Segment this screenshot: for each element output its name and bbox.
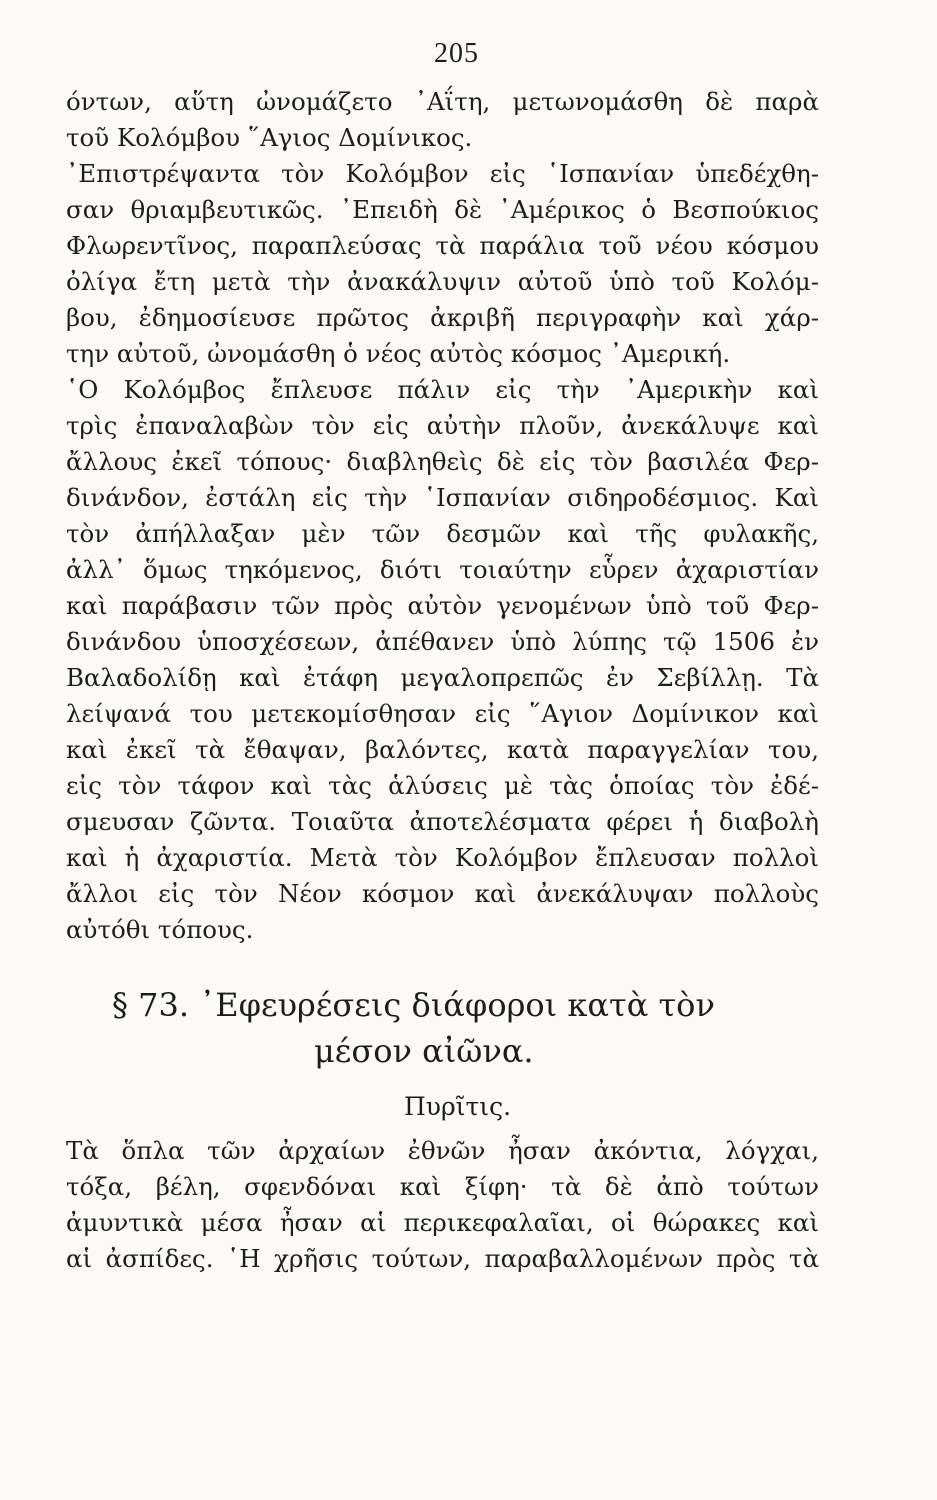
text-line: τρὶς ἐπαναλαβὼν τὸν εἰς αὐτὴν πλοῦν, ἀνεκάλυψε καὶ: [66, 411, 819, 440]
text-line: ἄλλοι εἰς τὸν Νέον κόσμον καὶ ἀνεκάλυψαν πολλοὺς: [66, 879, 819, 908]
text-line: όντων, αὕτη ὠνομάζετο ᾿Αΐτη, μετωνομάσθη δὲ παρὰ: [66, 87, 819, 116]
text-line: τόξα, βέλη, σφενδόναι καὶ ξίφη· τὰ δὲ ἀπὸ τούτων: [66, 1172, 819, 1201]
text-line: ῾Ο Κολόμβος ἔπλευσε πάλιν εἰς τὴν ᾿Αμερικὴν καὶ: [66, 375, 819, 404]
text-line: την αὐτοῦ, ὠνομάσθη ὁ νέος αὐτὸς κόσμος ᾿Αμερική.: [66, 339, 731, 368]
section-heading: [66, 982, 819, 1074]
body-paragraph-2: [66, 1132, 819, 1276]
section-heading-line: μέσον αἰῶνα.: [314, 1032, 534, 1070]
text-line: καὶ ἐκεῖ τὰ ἔθαψαν, βαλόντες, κατὰ παραγγελίαν του,: [66, 735, 819, 764]
text-line: ἀλλ᾿ ὅμως τηκόμενος, διότι τοιαύτην εὗρεν ἀχαριστίαν: [66, 555, 819, 584]
text-line: σαν θριαμβευτικῶς. ᾿Επειδὴ δὲ ᾿Αμέρικος ὁ Βεσπούκιος: [66, 195, 819, 224]
text-line: Φλωρεντῖνος, παραπλεύσας τὰ παράλια τοῦ νέου κόσμου: [66, 231, 819, 260]
section-heading-line: § 73. ᾿Εφευρέσεις διάφοροι κατὰ τὸν: [112, 986, 715, 1024]
text-line: ὀλίγα ἔτη μετὰ τὴν ἀνακάλυψιν αὐτοῦ ὑπὸ τοῦ Κολόμ-: [66, 267, 819, 296]
text-line: ἄλλους ἐκεῖ τόπους· διαβληθεὶς δὲ εἰς τὸν βασιλέα Φερ-: [66, 447, 819, 476]
text-line: καὶ παράβασιν τῶν πρὸς αὐτὸν γενομένων ὑπὸ τοῦ Φερ-: [66, 591, 819, 620]
text-line: βου, ἐδημοσίευσε πρῶτος ἀκριβῆ περιγραφὴν καὶ χάρ-: [66, 303, 819, 332]
text-line: αὐτόθι τόπους.: [66, 915, 254, 944]
body-paragraphs: [66, 84, 819, 948]
text-line: Βαλαδολίδῃ καὶ ἐτάφη μεγαλοπρεπῶς ἐν Σεβίλλῃ. Τὰ: [66, 663, 819, 692]
sub-heading: Πυρῖτις.: [403, 1092, 512, 1121]
text-line: εἰς τὸν τάφον καὶ τὰς ἁλύσεις μὲ τὰς ὁποίας τὸν ἐδέ-: [66, 771, 819, 800]
text-line: καὶ ἡ ἀχαριστία. Μετὰ τὸν Κολόμβον ἔπλευσαν πολλοὶ: [66, 843, 819, 872]
text-line: Τὰ ὅπλα τῶν ἀρχαίων ἐθνῶν ἦσαν ἀκόντια, λόγχαι,: [66, 1136, 819, 1165]
text-line: τοῦ Κολόμβου ῞Αγιος Δομίνικος.: [66, 123, 473, 152]
text-line: ἀμυντικὰ μέσα ἦσαν αἱ περικεφαλαῖαι, οἱ θώρακες καὶ: [66, 1208, 819, 1237]
page-number: 205: [434, 38, 479, 69]
text-line: δινάνδον, ἐστάλη εἰς τὴν ῾Ισπανίαν σιδηροδέσμιος. Καὶ: [66, 483, 819, 512]
text-line: δινάνδου ὑποσχέσεων, ἀπέθανεν ὑπὸ λύπης τῷ 1506 ἐν: [66, 627, 819, 656]
text-line: λείψανά του μετεκομίσθησαν εἰς ῞Αγιον Δομίνικον καὶ: [66, 699, 819, 728]
text-line: τὸν ἀπήλλαξαν μὲν τῶν δεσμῶν καὶ τῆς φυλακῆς,: [66, 519, 819, 548]
text-line: σμευσαν ζῶντα. Τοιαῦτα ἀποτελέσματα φέρει ἡ διαβολὴ: [66, 807, 819, 836]
text-line: ᾿Επιστρέψαντα τὸν Κολόμβον εἰς ῾Ισπανίαν ὑπεδέχθη-: [66, 159, 819, 188]
text-line: αἱ ἀσπίδες. ῾Η χρῆσις τούτων, παραβαλλομένων πρὸς τὰ: [66, 1244, 819, 1273]
